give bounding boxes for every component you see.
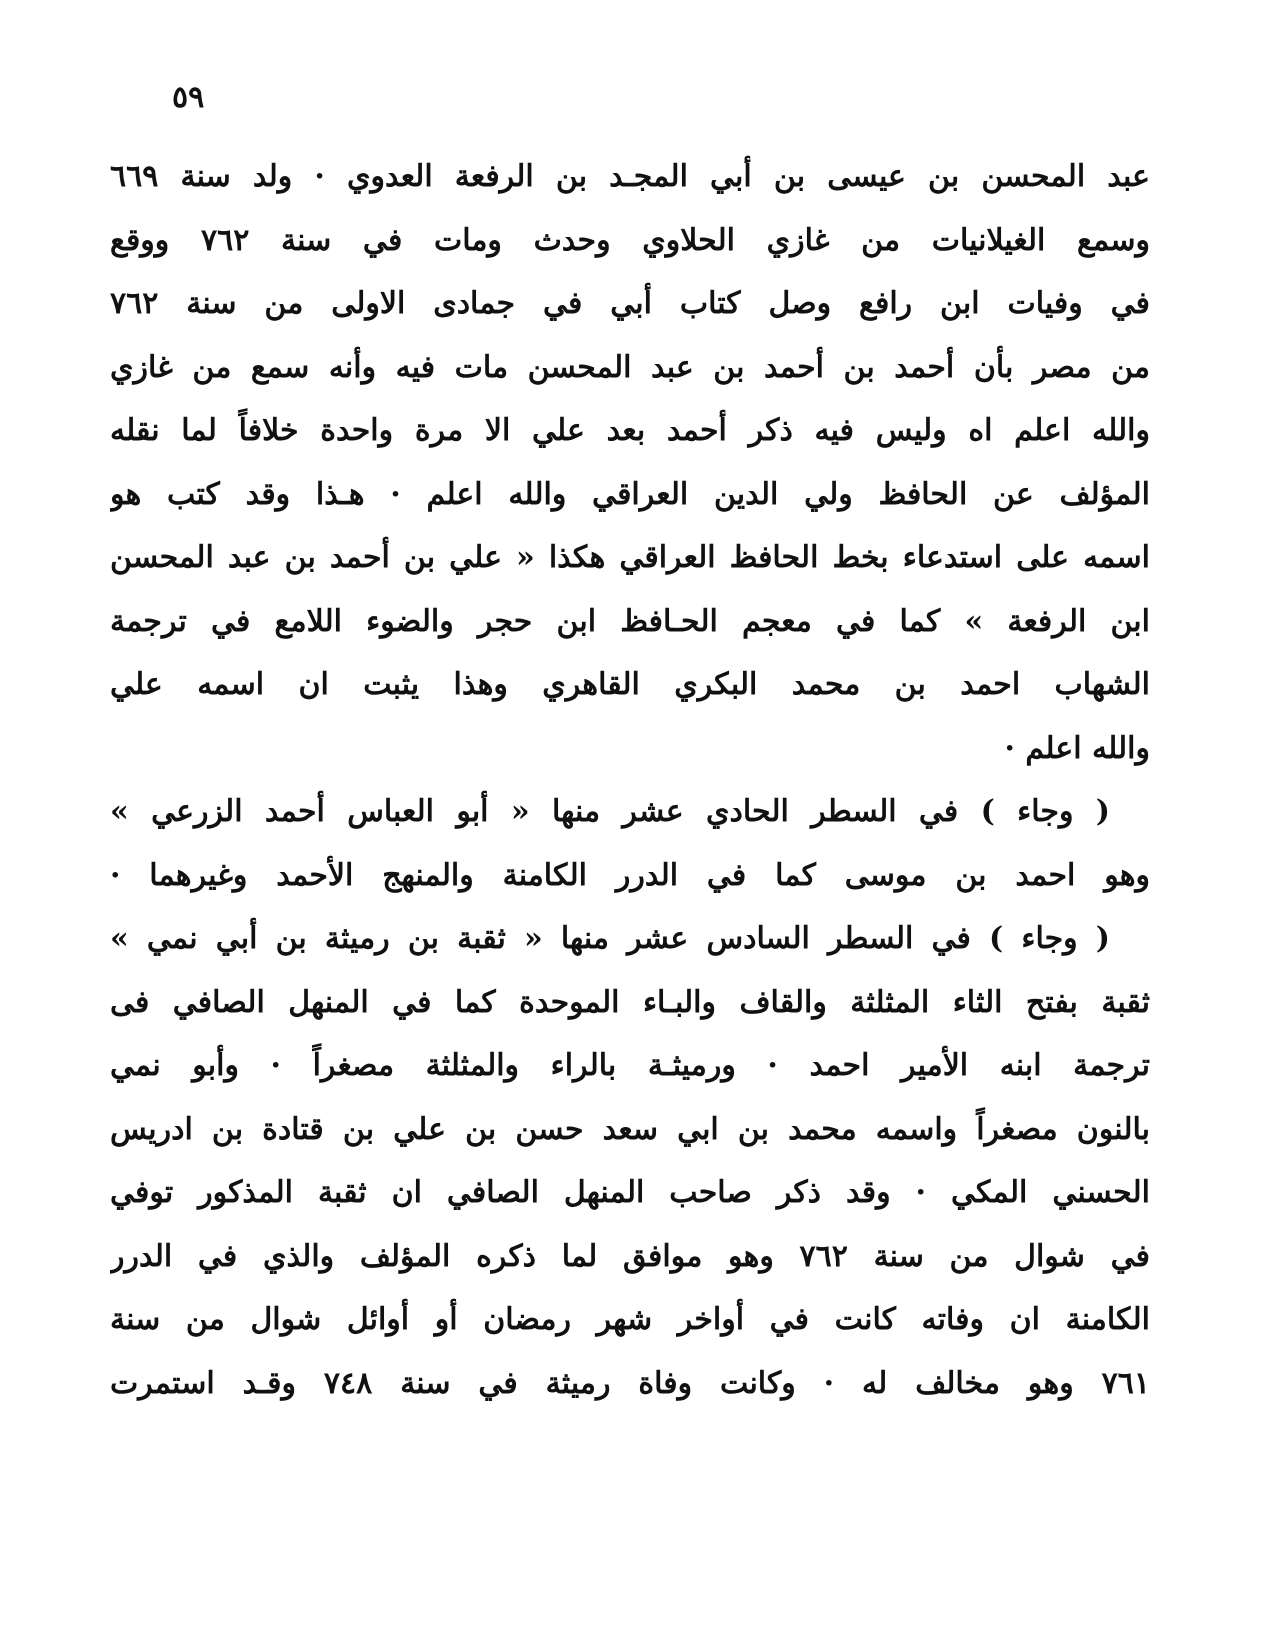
text-line: المؤلف عن الحافظ ولي الدين العراقي والله اعلم · هـذا وقد كتب هو [110,476,1150,512]
text-line: وسمع الغيلانيات من غازي الحلاوي وحدث ومات في سنة ٧٦٢ ووقع [110,222,1150,258]
text-line: الشهاب احمد بن محمد البكري القاهري وهذا يثبت ان اسمه علي [110,667,1150,702]
text-line: ٧٦١ وهو مخالف له · وكانت وفاة رميثة في سنة ٧٤٨ وقـد استمرت [110,1365,1150,1401]
text-line: اسمه على استدعاء بخط الحافظ العراقي هكذا « علي بن أحمد بن عبد المحسن [110,540,1150,575]
text-line: ( وجاء ) في السطر الحادي عشر منها « أبو العباس أحمد الزرعي » [110,794,1111,829]
text-line: بالنون مصغراً واسمه محمد بن ابي سعد حسن بن علي بن قتادة بن ادريس [110,1111,1150,1147]
text-line: ( وجاء ) في السطر السادس عشر منها « ثقبة بن رميثة بن أبي نمي » [110,921,1110,956]
text-line: الحسني المكي · وقد ذكر صاحب المنهل الصافي ان ثقبة المذكور توفي [110,1175,1150,1210]
text-line: في وفيات ابن رافع وصل كتاب أبي في جمادى الاولى من سنة ٧٦٢ [110,286,1150,321]
body-text [110,145,1150,1415]
text-line: الكامنة ان وفاته كانت في أواخر شهر رمضان أو أوائل شوال من سنة [110,1302,1150,1337]
text-line: ثقبة بفتح الثاء المثلثة والقاف والبـاء الموحدة كما في المنهل الصافي فى [110,984,1150,1020]
text-line: ترجمة ابنه الأمير احمد · ورميثـة بالراء والمثلثة مصغراً · وأبو نمي [110,1048,1150,1083]
text-line: عبد المحسن بن عيسى بن أبي المجـد بن الرفعة العدوي · ولد سنة ٦٦٩ [110,159,1150,194]
text-line: والله اعلم اه وليس فيه ذكر أحمد بعد علي الا مرة واحدة خلافاً لما نقله [110,413,1150,448]
page-number: ٥٩ [172,80,205,115]
text-line: في شوال من سنة ٧٦٢ وهو موافق لما ذكره المؤلف والذي في الدرر [110,1238,1150,1274]
text-line: وهو احمد بن موسى كما في الدرر الكامنة والمنهج الأحمد وغيرهما · [110,857,1150,893]
text-line: من مصر بأن أحمد بن أحمد بن عبد المحسن مات فيه وأنه سمع من غازي [110,349,1150,385]
text-line: والله اعلم · [1004,730,1150,766]
text-line: ابن الرفعة » كما في معجم الحـافظ ابن حجر والضوء اللامع في ترجمة [110,603,1150,639]
